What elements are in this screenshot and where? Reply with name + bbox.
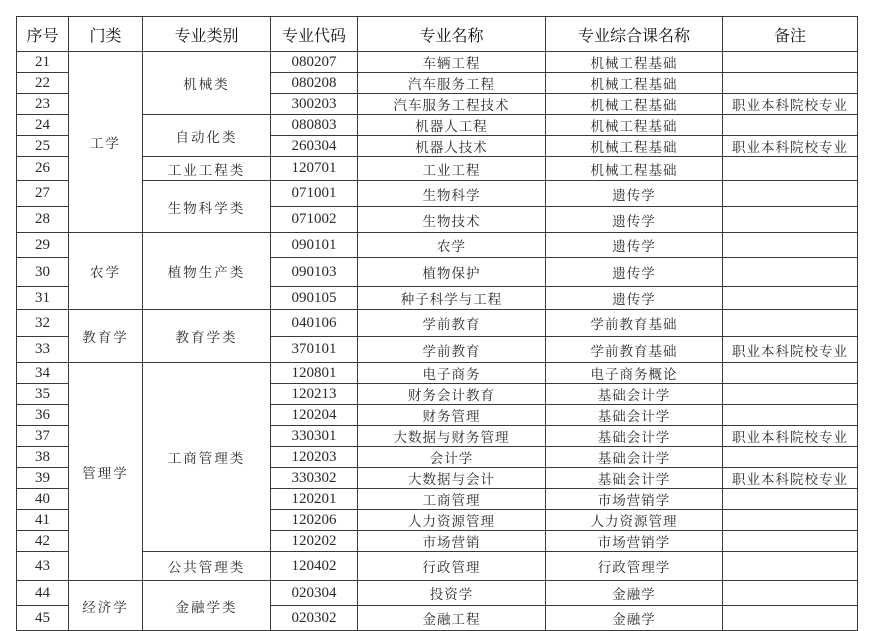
serial-number-cell: 21 [17,52,69,73]
header-major-class: 专业类别 [143,17,271,52]
major-code-cell: 080803 [271,115,358,136]
table-row [17,157,858,181]
serial-number-cell: 34 [17,363,69,384]
remarks-cell [723,115,858,136]
header-remarks: 备注 [723,17,858,52]
discipline-cell: 农学 [69,233,143,310]
remarks-cell [723,447,858,468]
major-name-cell: 生物科学 [358,181,546,207]
table-row [17,310,858,337]
major-code-cell: 120701 [271,157,358,181]
major-name-cell: 大数据与会计 [358,468,546,489]
major-code-cell: 071002 [271,207,358,233]
serial-number-cell: 30 [17,258,69,287]
header-serial-number: 序号 [17,17,69,52]
remarks-cell: 职业本科院校专业 [723,426,858,447]
major-name-cell: 工业工程 [358,157,546,181]
serial-number-cell: 25 [17,136,69,157]
major-class-cell: 金融学类 [143,581,271,631]
major-class-cell: 工商管理类 [143,363,271,552]
course-name-cell: 学前教育基础 [546,337,723,363]
remarks-cell [723,552,858,581]
course-name-cell: 基础会计学 [546,468,723,489]
serial-number-cell: 36 [17,405,69,426]
course-name-cell: 基础会计学 [546,384,723,405]
serial-number-cell: 31 [17,287,69,310]
serial-number-cell: 24 [17,115,69,136]
major-code-cell: 120213 [271,384,358,405]
remarks-cell [723,489,858,510]
course-name-cell: 基础会计学 [546,426,723,447]
course-name-cell: 电子商务概论 [546,363,723,384]
header-discipline: 门类 [69,17,143,52]
header-row [17,17,858,52]
header-major-code: 专业代码 [271,17,358,52]
major-name-cell: 农学 [358,233,546,258]
major-code-cell: 300203 [271,94,358,115]
serial-number-cell: 41 [17,510,69,531]
remarks-cell: 职业本科院校专业 [723,136,858,157]
serial-number-cell: 39 [17,468,69,489]
serial-number-cell: 22 [17,73,69,94]
course-name-cell: 遗传学 [546,258,723,287]
major-table [16,16,858,631]
major-name-cell: 行政管理 [358,552,546,581]
discipline-cell: 经济学 [69,581,143,631]
major-name-cell: 会计学 [358,447,546,468]
major-name-cell: 机器人技术 [358,136,546,157]
course-name-cell: 市场营销学 [546,531,723,552]
serial-number-cell: 23 [17,94,69,115]
major-name-cell: 植物保护 [358,258,546,287]
course-name-cell: 市场营销学 [546,489,723,510]
course-name-cell: 机械工程基础 [546,52,723,73]
major-code-cell: 120801 [271,363,358,384]
course-name-cell: 金融学 [546,606,723,631]
course-name-cell: 遗传学 [546,207,723,233]
course-name-cell: 基础会计学 [546,405,723,426]
major-code-cell: 020302 [271,606,358,631]
major-code-cell: 090105 [271,287,358,310]
course-name-cell: 行政管理学 [546,552,723,581]
major-code-cell: 090103 [271,258,358,287]
remarks-cell [723,405,858,426]
major-code-cell: 020304 [271,581,358,606]
table-row [17,581,858,606]
serial-number-cell: 40 [17,489,69,510]
remarks-cell [723,363,858,384]
serial-number-cell: 28 [17,207,69,233]
course-name-cell: 金融学 [546,581,723,606]
remarks-cell [723,531,858,552]
major-name-cell: 电子商务 [358,363,546,384]
course-name-cell: 遗传学 [546,181,723,207]
remarks-cell [723,258,858,287]
course-name-cell: 机械工程基础 [546,94,723,115]
serial-number-cell: 32 [17,310,69,337]
major-code-cell: 090101 [271,233,358,258]
serial-number-cell: 45 [17,606,69,631]
remarks-cell [723,310,858,337]
course-name-cell: 学前教育基础 [546,310,723,337]
serial-number-cell: 37 [17,426,69,447]
remarks-cell: 职业本科院校专业 [723,337,858,363]
major-class-cell: 自动化类 [143,115,271,157]
major-code-cell: 120202 [271,531,358,552]
serial-number-cell: 38 [17,447,69,468]
remarks-cell [723,510,858,531]
major-name-cell: 投资学 [358,581,546,606]
major-name-cell: 金融工程 [358,606,546,631]
major-class-cell: 机械类 [143,52,271,115]
major-code-cell: 120204 [271,405,358,426]
serial-number-cell: 26 [17,157,69,181]
major-code-cell: 120402 [271,552,358,581]
major-name-cell: 车辆工程 [358,52,546,73]
major-code-cell: 120206 [271,510,358,531]
major-class-cell: 生物科学类 [143,181,271,233]
serial-number-cell: 35 [17,384,69,405]
major-name-cell: 种子科学与工程 [358,287,546,310]
major-code-cell: 071001 [271,181,358,207]
table-row [17,552,858,581]
serial-number-cell: 43 [17,552,69,581]
remarks-cell: 职业本科院校专业 [723,468,858,489]
table-row [17,115,858,136]
major-code-cell: 080207 [271,52,358,73]
major-class-cell: 教育学类 [143,310,271,363]
remarks-cell [723,157,858,181]
table-body [17,52,858,631]
header-major-name: 专业名称 [358,17,546,52]
major-name-cell: 市场营销 [358,531,546,552]
remarks-cell [723,606,858,631]
table-row [17,233,858,258]
major-code-cell: 080208 [271,73,358,94]
major-name-cell: 汽车服务工程 [358,73,546,94]
major-name-cell: 财务管理 [358,405,546,426]
discipline-cell: 管理学 [69,363,143,581]
remarks-cell [723,52,858,73]
course-name-cell: 基础会计学 [546,447,723,468]
remarks-cell [723,287,858,310]
course-name-cell: 机械工程基础 [546,73,723,94]
major-code-cell: 330302 [271,468,358,489]
major-name-cell: 人力资源管理 [358,510,546,531]
major-class-cell: 公共管理类 [143,552,271,581]
remarks-cell [723,73,858,94]
discipline-cell: 工学 [69,52,143,233]
major-code-cell: 260304 [271,136,358,157]
major-code-cell: 120201 [271,489,358,510]
major-name-cell: 生物技术 [358,207,546,233]
remarks-cell [723,181,858,207]
serial-number-cell: 44 [17,581,69,606]
major-code-cell: 370101 [271,337,358,363]
course-name-cell: 机械工程基础 [546,115,723,136]
table-row [17,181,858,207]
course-name-cell: 遗传学 [546,233,723,258]
serial-number-cell: 27 [17,181,69,207]
major-name-cell: 学前教育 [358,310,546,337]
course-name-cell: 遗传学 [546,287,723,310]
major-name-cell: 学前教育 [358,337,546,363]
major-name-cell: 机器人工程 [358,115,546,136]
major-class-cell: 植物生产类 [143,233,271,310]
major-name-cell: 财务会计教育 [358,384,546,405]
serial-number-cell: 33 [17,337,69,363]
header-course-name: 专业综合课名称 [546,17,723,52]
major-name-cell: 大数据与财务管理 [358,426,546,447]
discipline-cell: 教育学 [69,310,143,363]
major-name-cell: 汽车服务工程技术 [358,94,546,115]
major-code-cell: 040106 [271,310,358,337]
course-name-cell: 人力资源管理 [546,510,723,531]
table-row [17,52,858,73]
major-code-cell: 330301 [271,426,358,447]
serial-number-cell: 42 [17,531,69,552]
remarks-cell [723,233,858,258]
major-code-cell: 120203 [271,447,358,468]
major-name-cell: 工商管理 [358,489,546,510]
remarks-cell: 职业本科院校专业 [723,94,858,115]
major-class-cell: 工业工程类 [143,157,271,181]
table-row [17,363,858,384]
course-name-cell: 机械工程基础 [546,136,723,157]
remarks-cell [723,207,858,233]
course-name-cell: 机械工程基础 [546,157,723,181]
remarks-cell [723,581,858,606]
serial-number-cell: 29 [17,233,69,258]
remarks-cell [723,384,858,405]
